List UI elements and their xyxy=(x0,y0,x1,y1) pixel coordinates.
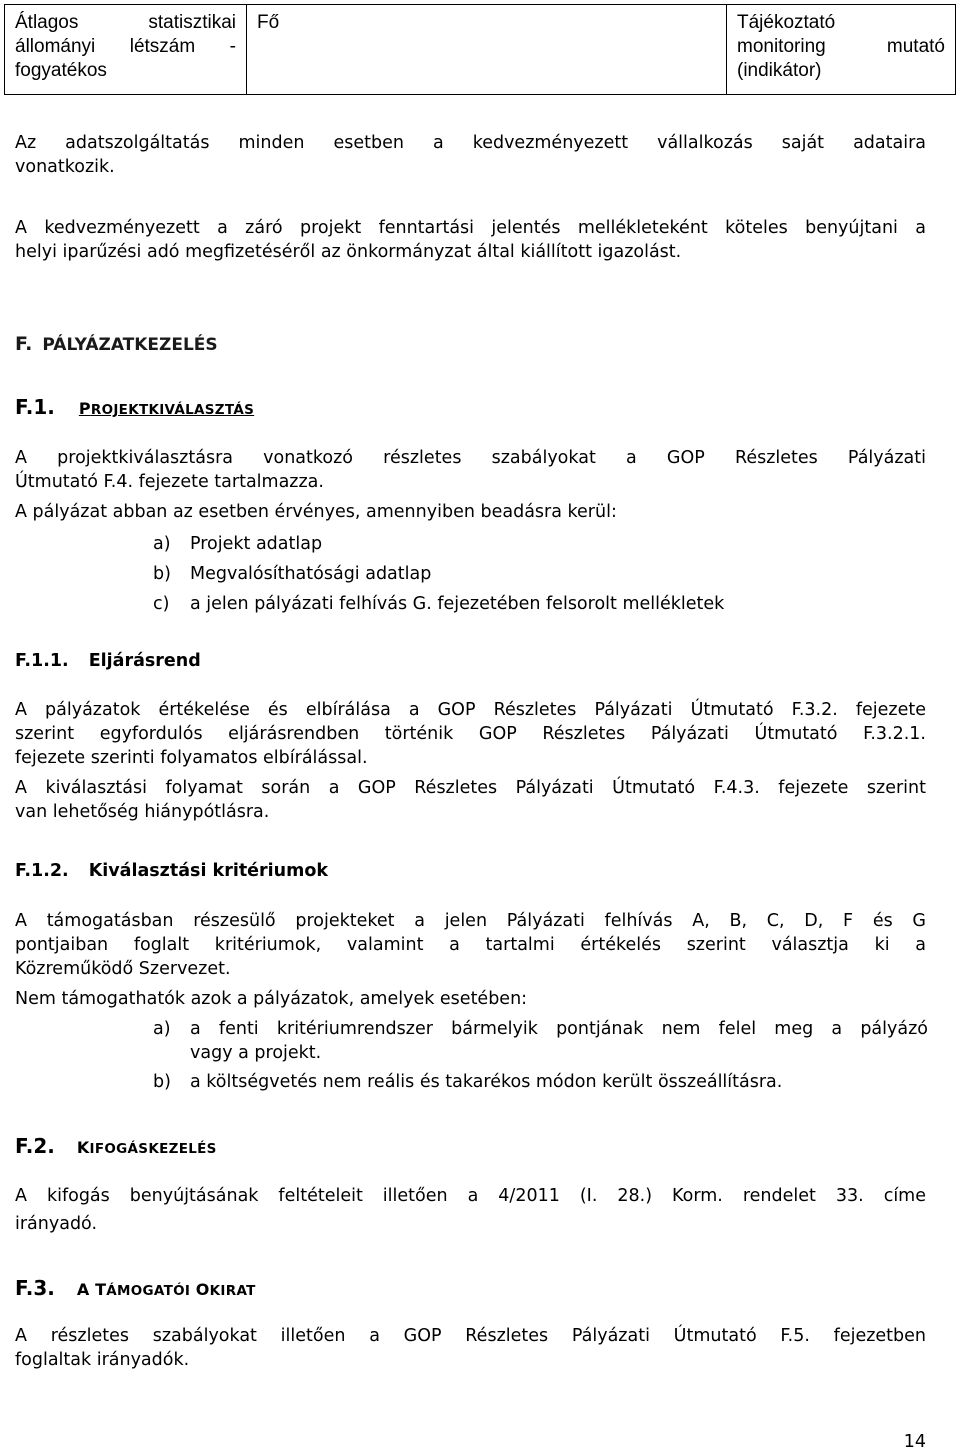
text-line: foglaltak irányadók. xyxy=(15,1350,190,1370)
unit-cell: Fő xyxy=(247,5,727,95)
section-heading-f2 xyxy=(15,1134,217,1158)
title-rest: ÁMOGATÓI xyxy=(106,1283,191,1299)
list-label: b) xyxy=(153,1072,171,1092)
validity-list xyxy=(153,529,928,619)
section-heading-f3 xyxy=(15,1276,256,1300)
not-supported-list xyxy=(153,1017,928,1094)
text-line: Az adatszolgáltatás minden esetben a kedvezményezett vállalkozás saját adataira xyxy=(15,133,926,153)
section-number: F.3. xyxy=(15,1276,55,1300)
indicator-type-line: (indikátor) xyxy=(737,60,822,81)
list-text-line: vagy a projekt. xyxy=(190,1043,322,1063)
paragraph-f1-intro xyxy=(15,446,926,494)
section-number: F. xyxy=(15,333,33,355)
section-title: PÁLYÁZATKEZELÉS xyxy=(42,335,218,355)
title-article: A xyxy=(76,1280,90,1299)
paragraph-evaluation xyxy=(15,698,926,770)
section-heading-f1 xyxy=(15,395,254,419)
text-line: Útmutató F.4. fejezete tartalmazza. xyxy=(15,472,324,492)
section-title xyxy=(79,400,254,418)
indicator-name-line: fogyatékos xyxy=(15,60,107,81)
table-row xyxy=(5,5,956,95)
paragraph-validity: A pályázat abban az esetben érvényes, amennyiben beadásra kerül: xyxy=(15,502,617,522)
list-text-line: a költségvetés nem reális és takarékos módon került összeállításra. xyxy=(190,1072,783,1092)
text-line: A részletes szabályokat illetően a GOP Részletes Pályázati Útmutató F.5. fejezetben xyxy=(15,1326,926,1346)
list-text-line: a fenti kritériumrendszer bármelyik pontjának nem felel meg a pályázó xyxy=(190,1019,928,1039)
title-initial: O xyxy=(195,1280,210,1299)
text-line: van lehetőség hiánypótlásra. xyxy=(15,802,270,822)
list-item xyxy=(153,1070,928,1094)
section-heading-f12 xyxy=(15,861,328,881)
text-line: helyi iparűzési adó megfizetéséről az önkormányzat által kiállított igazolást. xyxy=(15,242,682,262)
text-line: Közreműködő Szervezet. xyxy=(15,959,231,979)
indicator-type-line: Tájékoztató xyxy=(737,12,836,33)
paragraph-selection-process xyxy=(15,776,926,824)
text-line: A kifogás benyújtásának feltételeit illetően a 4/2011 (I. 28.) Korm. rendelet 33. címe xyxy=(15,1186,926,1206)
text-line: irányadó. xyxy=(15,1214,98,1234)
text-line: A pályázatok értékelése és elbírálása a GOP Részletes Pályázati Útmutató F.3.2. fejezete xyxy=(15,700,926,720)
paragraph-not-supported: Nem támogathatók azok a pályázatok, amelyek esetében: xyxy=(15,989,528,1009)
text-line: pontjaiban foglalt kritériumok, valamint a tartalmi értékelés szerint választja ki a xyxy=(15,935,926,955)
list-item xyxy=(153,1017,928,1065)
title-rest: IFOGÁSKEZELÉS xyxy=(89,1141,217,1157)
paragraph-criteria xyxy=(15,909,926,981)
indicator-type-cell xyxy=(727,5,956,95)
paragraph-objection xyxy=(15,1182,926,1238)
text-line: szerint egyfordulós eljárásrendben történik GOP Részletes Pályázati Útmutató F.3.2.1. xyxy=(15,724,926,744)
paragraph-grant-document xyxy=(15,1324,926,1372)
title-rest: KIRAT xyxy=(209,1283,256,1299)
indicator-table xyxy=(4,4,956,95)
list-text: Megvalósíthatósági adatlap xyxy=(190,564,432,584)
list-label: a) xyxy=(153,1019,171,1039)
list-item xyxy=(153,589,928,619)
title-initial: K xyxy=(76,1138,90,1157)
list-text: Projekt adatlap xyxy=(190,534,323,554)
text-line: A kedvezményezett a záró projekt fenntartási jelentés mellékleteként köteles benyújtani a xyxy=(15,218,926,238)
text-line: A támogatásban részesülő projekteket a jelen Pályázati felhívás A, B, C, D, F és G xyxy=(15,911,926,931)
list-label: b) xyxy=(153,564,171,584)
section-title: Kiválasztási kritériumok xyxy=(88,861,329,881)
text-line: vonatkozik. xyxy=(15,157,115,177)
paragraph-tax-certificate xyxy=(15,216,926,264)
text-line: A kiválasztási folyamat során a GOP Részletes Pályázati Útmutató F.4.3. fejezete szerint xyxy=(15,778,926,798)
list-item xyxy=(153,529,928,559)
indicator-name-line: Átlagos statisztikai xyxy=(15,12,236,33)
page-number: 14 xyxy=(903,1432,926,1452)
text-line: A projektkiválasztásra vonatkozó részletes szabályokat a GOP Részletes Pályázati xyxy=(15,448,926,468)
list-label: a) xyxy=(153,534,171,554)
section-heading-f11 xyxy=(15,651,201,671)
paragraph-data-scope xyxy=(15,131,926,179)
section-number: F.2. xyxy=(15,1134,55,1158)
title-initial: T xyxy=(95,1280,107,1299)
list-label: c) xyxy=(153,594,170,614)
section-title xyxy=(77,1139,217,1157)
text-line: fejezete szerinti folyamatos elbírálással. xyxy=(15,748,368,768)
list-item xyxy=(153,559,928,589)
indicator-name-cell xyxy=(5,5,247,95)
title-rest: ROJEKTKIVÁLASZTÁS xyxy=(90,402,255,418)
indicator-name-line: állományi létszám - xyxy=(15,36,236,57)
indicator-type-line: monitoring mutató xyxy=(737,36,945,57)
section-title xyxy=(77,1281,256,1299)
section-title: Eljárásrend xyxy=(88,651,201,671)
section-heading-f xyxy=(15,333,218,355)
list-text: a jelen pályázati felhívás G. fejezetében felsorolt mellékletek xyxy=(190,594,725,614)
title-initial: P xyxy=(78,399,91,418)
section-number: F.1. xyxy=(15,395,55,419)
section-number: F.1.2. xyxy=(15,861,69,881)
section-number: F.1.1. xyxy=(15,651,69,671)
